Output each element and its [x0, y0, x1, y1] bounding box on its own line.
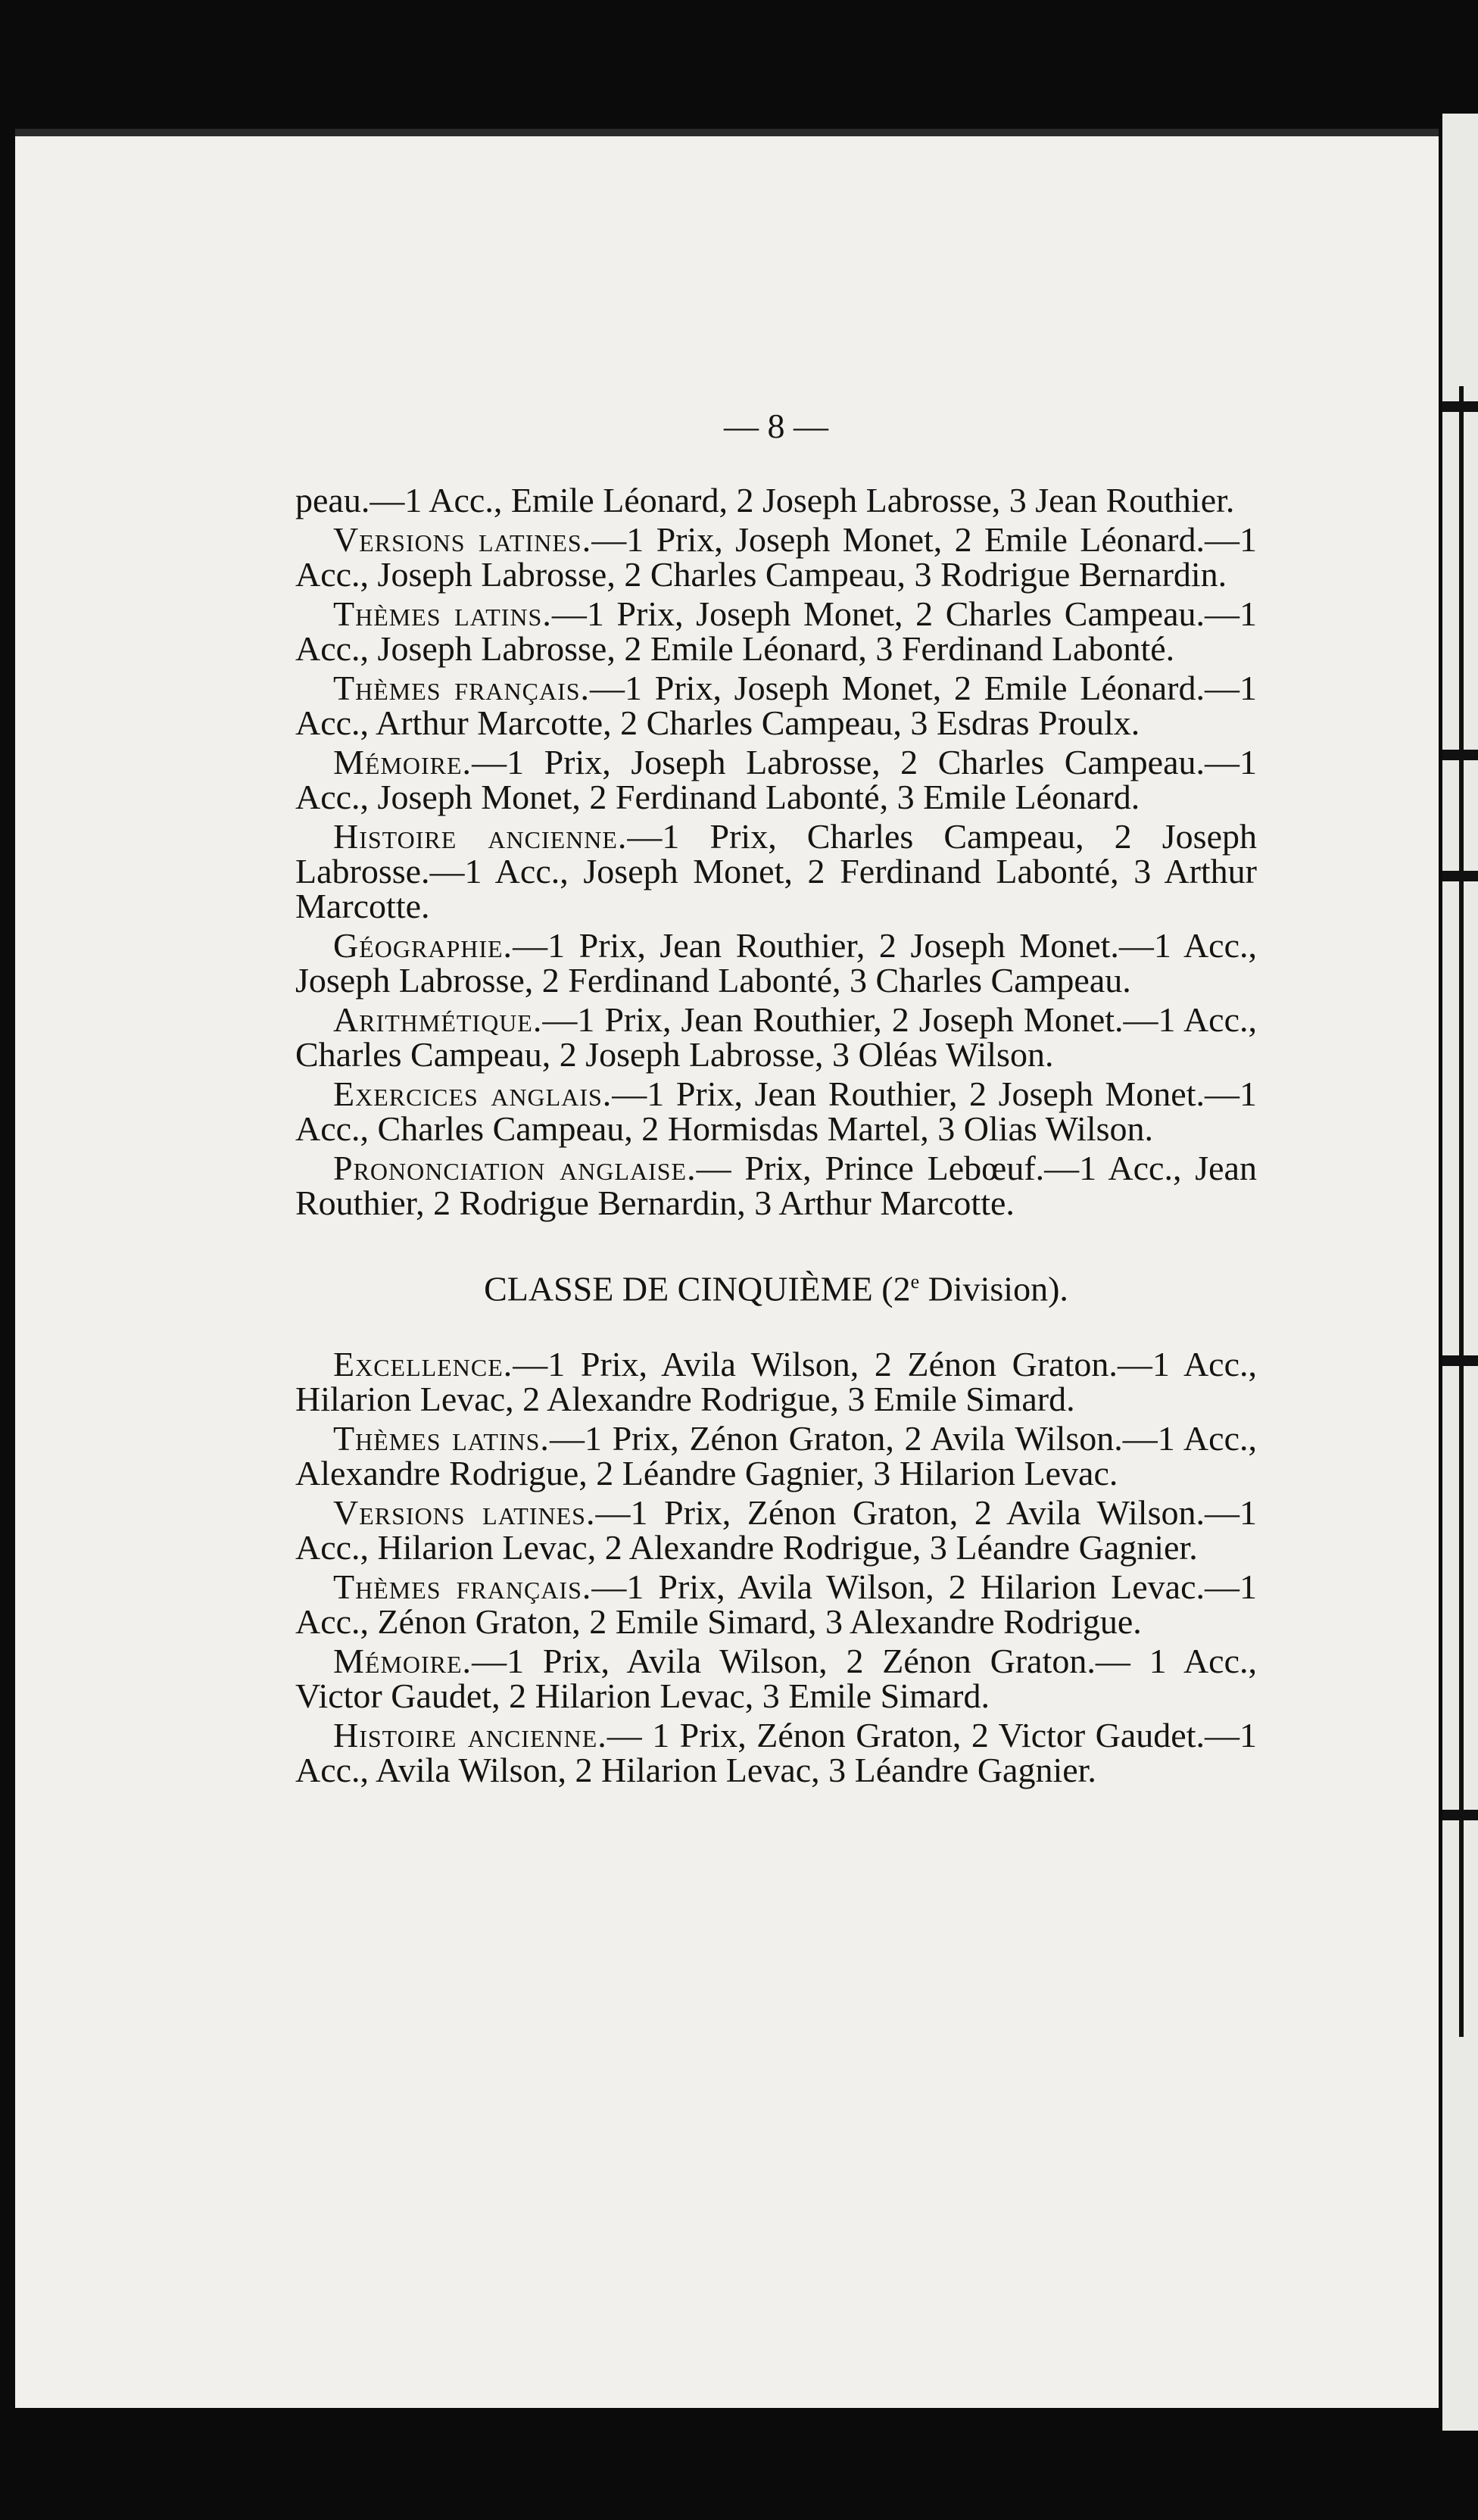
award-entry: [295, 1421, 1257, 1491]
class-heading: CLASSE DE CINQUIÈME (2e Division).: [484, 1269, 1068, 1308]
subject-label: Arithmétique.: [333, 1000, 543, 1039]
award-entry: [295, 1000, 1257, 1074]
award-entry: [295, 522, 1257, 592]
award-entry: [295, 819, 1257, 924]
subject-label: Histoire ancienne.: [333, 817, 628, 856]
award-entry: [295, 1151, 1257, 1221]
award-entry: [295, 1644, 1257, 1714]
section-2-entries: [295, 1347, 1257, 1788]
award-text: —1 Prix, Zénon Graton, 2 Avila Wilson.—1 Acc., Alexandre Rodrigue, 2 Léandre Gagnier, 3 Hilarion Levac.: [295, 1419, 1257, 1493]
subject-label: Prononciation anglaise.: [333, 1149, 697, 1187]
subject-label: Versions latines.: [333, 520, 592, 559]
award-entry: [295, 1567, 1257, 1642]
section-1-entries: [295, 522, 1257, 1221]
award-text: — Prix, Prince Lebœuf.—1 Acc., Jean Routhier, 2 Rodrigue Bernardin, 3 Arthur Marcotte.: [295, 1149, 1257, 1222]
award-entry: [295, 1718, 1257, 1788]
binding-mark: [1442, 1810, 1478, 1820]
binding-mark: [1442, 871, 1478, 881]
subject-label: Géographie.: [333, 926, 513, 965]
subject-label: Thèmes latins.: [333, 594, 552, 633]
award-entry: [295, 594, 1257, 668]
award-entry: [295, 928, 1257, 998]
page-number: — 8 —: [724, 407, 828, 445]
subject-label: Mémoire.: [333, 1642, 472, 1681]
award-text: —1 Prix, Joseph Labrosse, 2 Charles Campeau.—1 Acc., Joseph Monet, 2 Ferdinand Labonté, 3 Emile Léonard.: [295, 743, 1257, 816]
award-text: —1 Prix, Joseph Monet, 2 Emile Léonard.—1 Acc., Arthur Marcotte, 2 Charles Campeau, 3 Esdras Proulx.: [295, 669, 1257, 742]
subject-label: Exercices anglais.: [333, 1074, 613, 1113]
award-text: —1 Prix, Avila Wilson, 2 Hilarion Levac.—1 Acc., Zénon Graton, 2 Emile Simard, 3 Alexandre Rodrigue.: [295, 1567, 1257, 1642]
award-text: —1 Prix, Joseph Monet, 2 Charles Campeau.—1 Acc., Joseph Labrosse, 2 Emile Léonard, 3 Ferdinand Labonté.: [295, 594, 1257, 668]
continuation-paragraph: peau.—1 Acc., Emile Léonard, 2 Joseph Labrosse, 3 Jean Routhier.: [295, 481, 1235, 519]
award-text: — 1 Prix, Zénon Graton, 2 Victor Gaudet.—1 Acc., Avila Wilson, 2 Hilarion Levac, 3 Léandre Gagnier.: [295, 1716, 1257, 1790]
binding-line: [1459, 386, 1464, 2037]
award-entry: [295, 1347, 1257, 1417]
award-entry: [295, 1074, 1257, 1148]
award-entry: [295, 671, 1257, 741]
award-entry: [295, 745, 1257, 815]
award-text: —1 Prix, Jean Routhier, 2 Joseph Monet.—1 Acc., Charles Campeau, 2 Hormisdas Martel, 3 Olias Wilson.: [295, 1074, 1257, 1148]
award-text: —1 Prix, Joseph Monet, 2 Emile Léonard.—1 Acc., Joseph Labrosse, 2 Charles Campeau, 3 Rodrigue Bernardin.: [295, 520, 1257, 594]
subject-label: Mémoire.: [333, 743, 472, 781]
subject-label: Excellence.: [333, 1345, 513, 1384]
binding-mark: [1442, 750, 1478, 760]
subject-label: Thèmes français.: [333, 669, 591, 707]
subject-label: Versions latines.: [333, 1493, 596, 1533]
document-page: [15, 129, 1439, 2408]
award-text: —1 Prix, Avila Wilson, 2 Zénon Graton.— 1 Acc., Victor Gaudet, 2 Hilarion Levac, 3 Emile Simard.: [295, 1642, 1257, 1716]
subject-label: Thèmes latins.: [333, 1419, 550, 1458]
subject-label: Thèmes français.: [333, 1567, 592, 1607]
subject-label: Histoire ancienne.: [333, 1716, 607, 1755]
binding-mark: [1442, 1355, 1478, 1366]
award-text: —1 Prix, Charles Campeau, 2 Joseph Labrosse.—1 Acc., Joseph Monet, 2 Ferdinand Labonté, 3 Arthur Marcotte.: [295, 817, 1257, 925]
award-text: —1 Prix, Avila Wilson, 2 Zénon Graton.—1 Acc., Hilarion Levac, 2 Alexandre Rodrigue, 3 Emile Simard.: [295, 1345, 1257, 1419]
binding-edge: [1442, 114, 1478, 2431]
award-text: —1 Prix, Jean Routhier, 2 Joseph Monet.—1 Acc., Joseph Labrosse, 2 Ferdinand Labonté, 3 Charles Campeau.: [295, 926, 1257, 1000]
award-text: —1 Prix, Zénon Graton, 2 Avila Wilson.—1 Acc., Hilarion Levac, 2 Alexandre Rodrigue, 3 Léandre Gagnier.: [295, 1493, 1257, 1567]
binding-mark: [1442, 401, 1478, 412]
award-text: —1 Prix, Jean Routhier, 2 Joseph Monet.—1 Acc., Charles Campeau, 2 Joseph Labrosse, 3 Oléas Wilson.: [295, 1000, 1257, 1074]
award-entry: [295, 1495, 1257, 1565]
page-text: [295, 409, 1257, 1792]
